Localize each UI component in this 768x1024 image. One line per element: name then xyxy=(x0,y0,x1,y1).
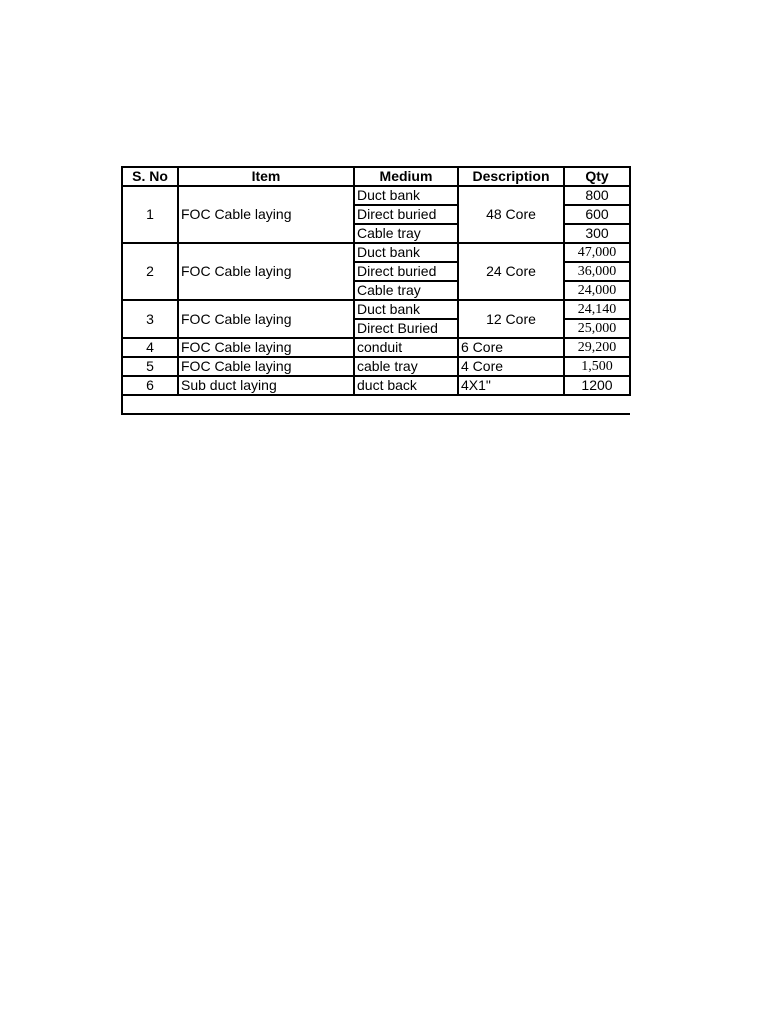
table-row xyxy=(122,186,630,205)
sno-cell: 5 xyxy=(122,357,178,376)
sno-cell: 2 xyxy=(122,243,178,300)
table-row xyxy=(122,357,630,376)
qty-cell: 29,200 xyxy=(564,338,630,357)
medium-cell: Cable tray xyxy=(354,224,458,243)
sno-cell: 4 xyxy=(122,338,178,357)
description-cell: 4X1" xyxy=(458,376,564,395)
qty-cell: 1,500 xyxy=(564,357,630,376)
header-item: Item xyxy=(178,167,354,186)
medium-cell: Cable tray xyxy=(354,281,458,300)
qty-cell: 24,140 xyxy=(564,300,630,319)
sno-cell: 6 xyxy=(122,376,178,395)
item-cell: Sub duct laying xyxy=(178,376,354,395)
qty-cell: 600 xyxy=(564,205,630,224)
header-medium: Medium xyxy=(354,167,458,186)
qty-cell: 300 xyxy=(564,224,630,243)
medium-cell: Direct buried xyxy=(354,205,458,224)
medium-cell: Direct buried xyxy=(354,262,458,281)
table-row xyxy=(122,338,630,357)
item-cell: FOC Cable laying xyxy=(178,243,354,300)
description-cell: 4 Core xyxy=(458,357,564,376)
blank-cell xyxy=(122,395,630,414)
table-row xyxy=(122,300,630,319)
item-cell: FOC Cable laying xyxy=(178,300,354,338)
qty-cell: 800 xyxy=(564,186,630,205)
blank-row xyxy=(122,395,630,414)
header-sno: S. No xyxy=(122,167,178,186)
medium-cell: Direct Buried xyxy=(354,319,458,338)
item-cell: FOC Cable laying xyxy=(178,338,354,357)
medium-cell: conduit xyxy=(354,338,458,357)
description-cell: 48 Core xyxy=(458,186,564,243)
qty-cell: 36,000 xyxy=(564,262,630,281)
sno-cell: 3 xyxy=(122,300,178,338)
header-description: Description xyxy=(458,167,564,186)
qty-cell: 47,000 xyxy=(564,243,630,262)
medium-cell: Duct bank xyxy=(354,300,458,319)
table-row xyxy=(122,243,630,262)
qty-cell: 1200 xyxy=(564,376,630,395)
sno-cell: 1 xyxy=(122,186,178,243)
qty-cell: 24,000 xyxy=(564,281,630,300)
description-cell: 12 Core xyxy=(458,300,564,338)
header-qty: Qty xyxy=(564,167,630,186)
description-cell: 24 Core xyxy=(458,243,564,300)
item-cell: FOC Cable laying xyxy=(178,186,354,243)
description-cell: 6 Core xyxy=(458,338,564,357)
quantity-table xyxy=(121,166,631,415)
item-cell: FOC Cable laying xyxy=(178,357,354,376)
medium-cell: Duct bank xyxy=(354,243,458,262)
medium-cell: cable tray xyxy=(354,357,458,376)
qty-cell: 25,000 xyxy=(564,319,630,338)
table-row xyxy=(122,376,630,395)
medium-cell: Duct bank xyxy=(354,186,458,205)
header-row xyxy=(122,167,630,186)
medium-cell: duct back xyxy=(354,376,458,395)
